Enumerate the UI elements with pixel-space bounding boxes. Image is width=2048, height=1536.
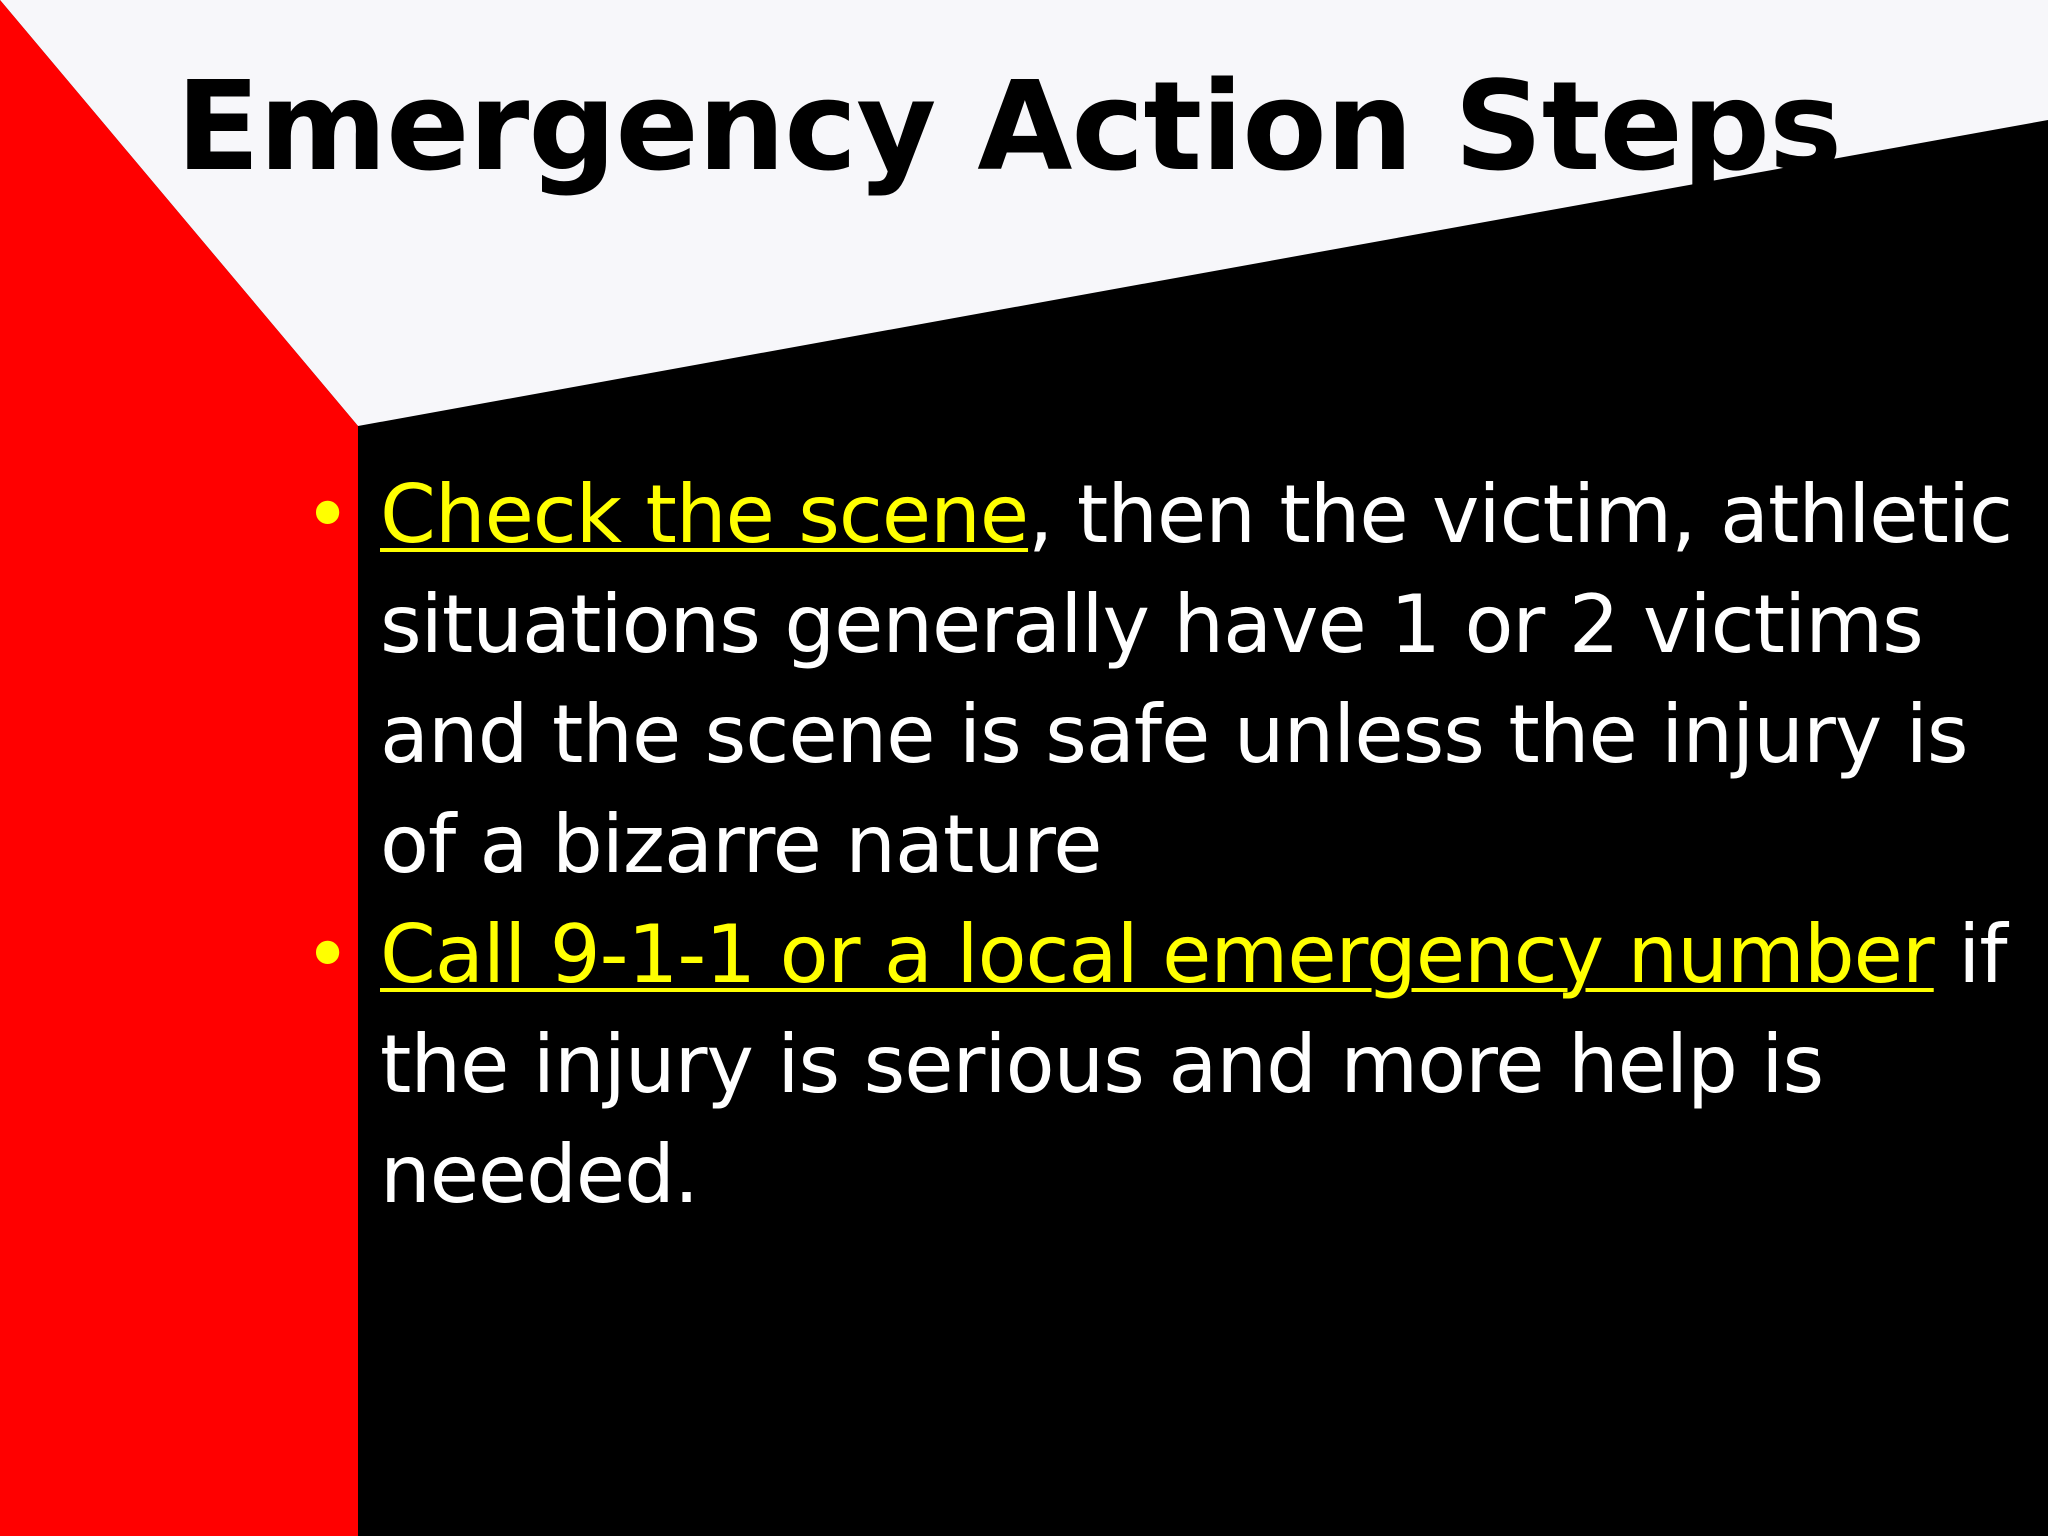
bullet-text: if the injury is serious and more help is needed. xyxy=(380,908,2007,1221)
bullet-item-check-scene xyxy=(304,460,2020,900)
check-scene-link[interactable]: Check the scene xyxy=(380,468,1029,561)
bullet-dot-icon: • xyxy=(304,468,351,561)
bullet-dot-icon: • xyxy=(304,908,351,1001)
slide-title: Emergency Action Steps xyxy=(176,56,1842,199)
bullet-text: , then the victim, athletic situations generally have 1 or 2 victims and the scene is safe unless the injury is of a bizarre nature xyxy=(380,468,2013,891)
bullet-item-call-911 xyxy=(304,900,2020,1230)
bullet-list xyxy=(304,460,2020,1230)
call-911-link[interactable]: Call 9-1-1 or a local emergency number xyxy=(380,908,1934,1001)
